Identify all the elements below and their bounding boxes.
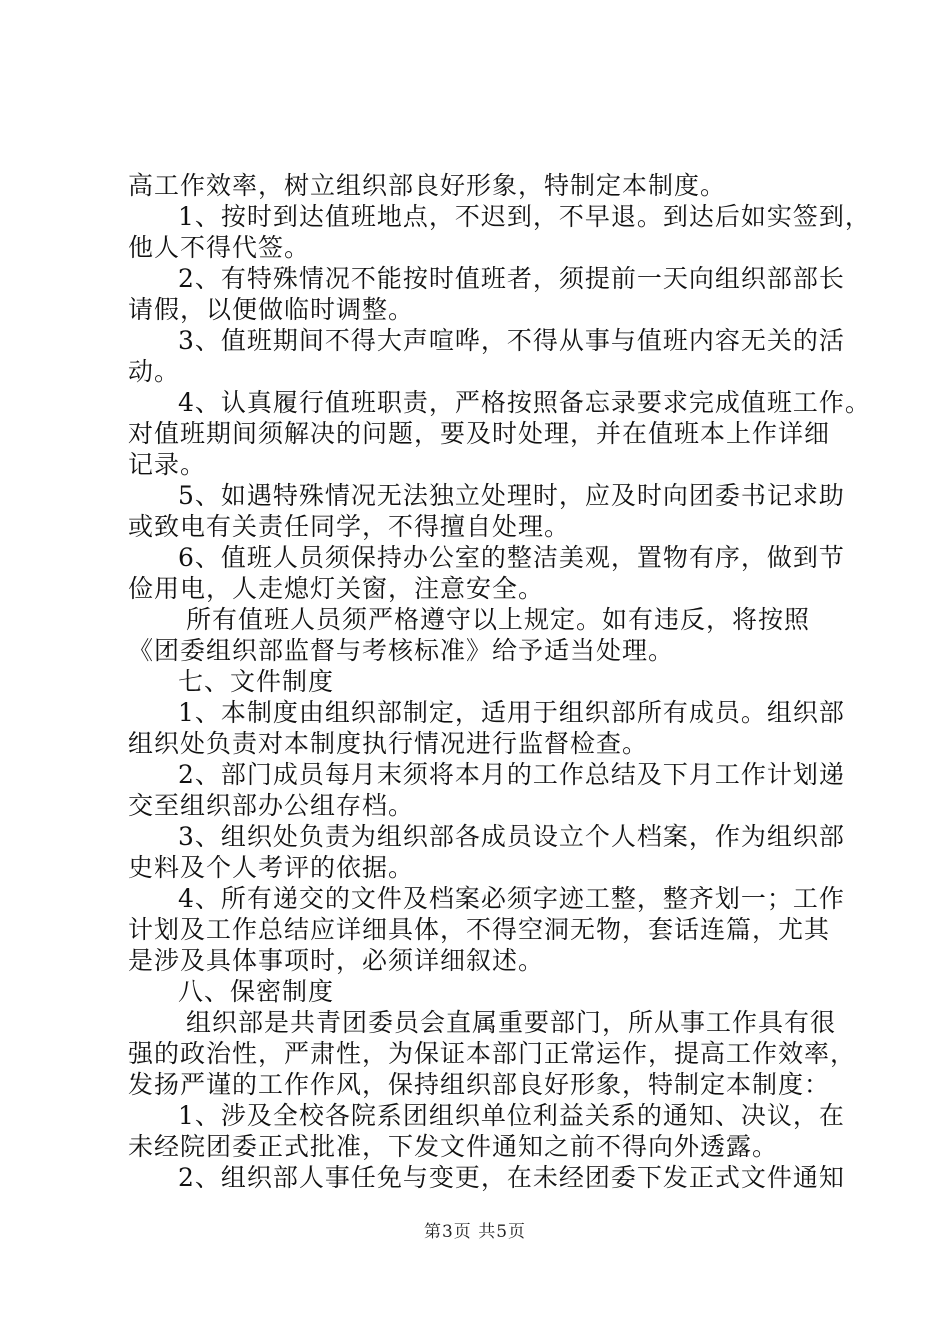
text-line: 请假，以便做临时调整。 (128, 295, 415, 324)
text-line: 组织部是共青团委员会直属重要部门，所从事工作具有很 (186, 1008, 837, 1037)
text-line: 6、值班人员须保持办公室的整洁美观，置物有序，做到节 (178, 543, 845, 572)
text-line: 记录。 (128, 450, 207, 479)
text-line: 对值班期间须解决的问题，要及时处理，并在值班本上作详细 (128, 419, 831, 448)
text-line: 2、部门成员每月末须将本月的工作总结及下月工作计划递 (178, 760, 845, 789)
text-line: 所有值班人员须严格遵守以上规定。如有违反，将按照 (186, 605, 811, 634)
text-line: 动。 (128, 357, 181, 386)
text-line: 史料及个人考评的依据。 (128, 853, 415, 882)
text-line: 未经院团委正式批准，下发文件通知之前不得向外透露。 (128, 1132, 779, 1161)
text-line: 5、如遇特殊情况无法独立处理时，应及时向团委书记求助 (178, 481, 845, 510)
text-line: 他人不得代签。 (128, 233, 311, 262)
text-line: 是涉及具体事项时，必须详细叙述。 (128, 946, 545, 975)
text-line: 1、本制度由组织部制定，适用于组织部所有成员。组织部 (178, 698, 845, 727)
text-line: 2、组织部人事任免与变更，在未经团委下发正式文件通知 (178, 1163, 845, 1192)
text-line: 3、组织处负责为组织部各成员设立个人档案，作为组织部 (178, 822, 845, 851)
text-line: 俭用电，人走熄灯关窗，注意安全。 (128, 574, 545, 603)
text-line: 1、涉及全校各院系团组织单位利益关系的通知、决议，在 (178, 1101, 845, 1130)
text-line: 《团委组织部监督与考核标准》给予适当处理。 (128, 636, 675, 665)
text-line: 2、有特殊情况不能按时值班者，须提前一天向组织部部长 (178, 264, 845, 293)
section-heading: 七、文件制度 (178, 667, 335, 696)
text-line: 组织处负责对本制度执行情况进行监督检查。 (128, 729, 649, 758)
text-line: 4、认真履行值班职责，严格按照备忘录要求完成值班工作。 (178, 388, 871, 417)
page-number-footer: 第3页 共5页 (423, 1222, 527, 1242)
text-line: 3、值班期间不得大声喧哗，不得从事与值班内容无关的活 (178, 326, 845, 355)
text-line: 计划及工作总结应详细具体，不得空洞无物，套话连篇，尤其 (128, 915, 831, 944)
document-body (128, 170, 871, 1193)
section-heading: 八、保密制度 (178, 977, 335, 1006)
text-line: 发扬严谨的工作作风，保持组织部良好形象，特制定本制度： (128, 1070, 831, 1099)
text-line: 交至组织部办公组存档。 (128, 791, 415, 820)
text-line: 高工作效率，树立组织部良好形象，特制定本制度。 (128, 171, 727, 200)
text-line: 或致电有关责任同学，不得擅自处理。 (128, 512, 571, 541)
text-line: 1、按时到达值班地点，不迟到，不早退。到达后如实签到， (178, 202, 871, 231)
text-line: 4、所有递交的文件及档案必须字迹工整，整齐划一；工作 (178, 884, 845, 913)
text-line: 强的政治性，严肃性，为保证本部门正常运作，提高工作效率， (128, 1039, 857, 1068)
